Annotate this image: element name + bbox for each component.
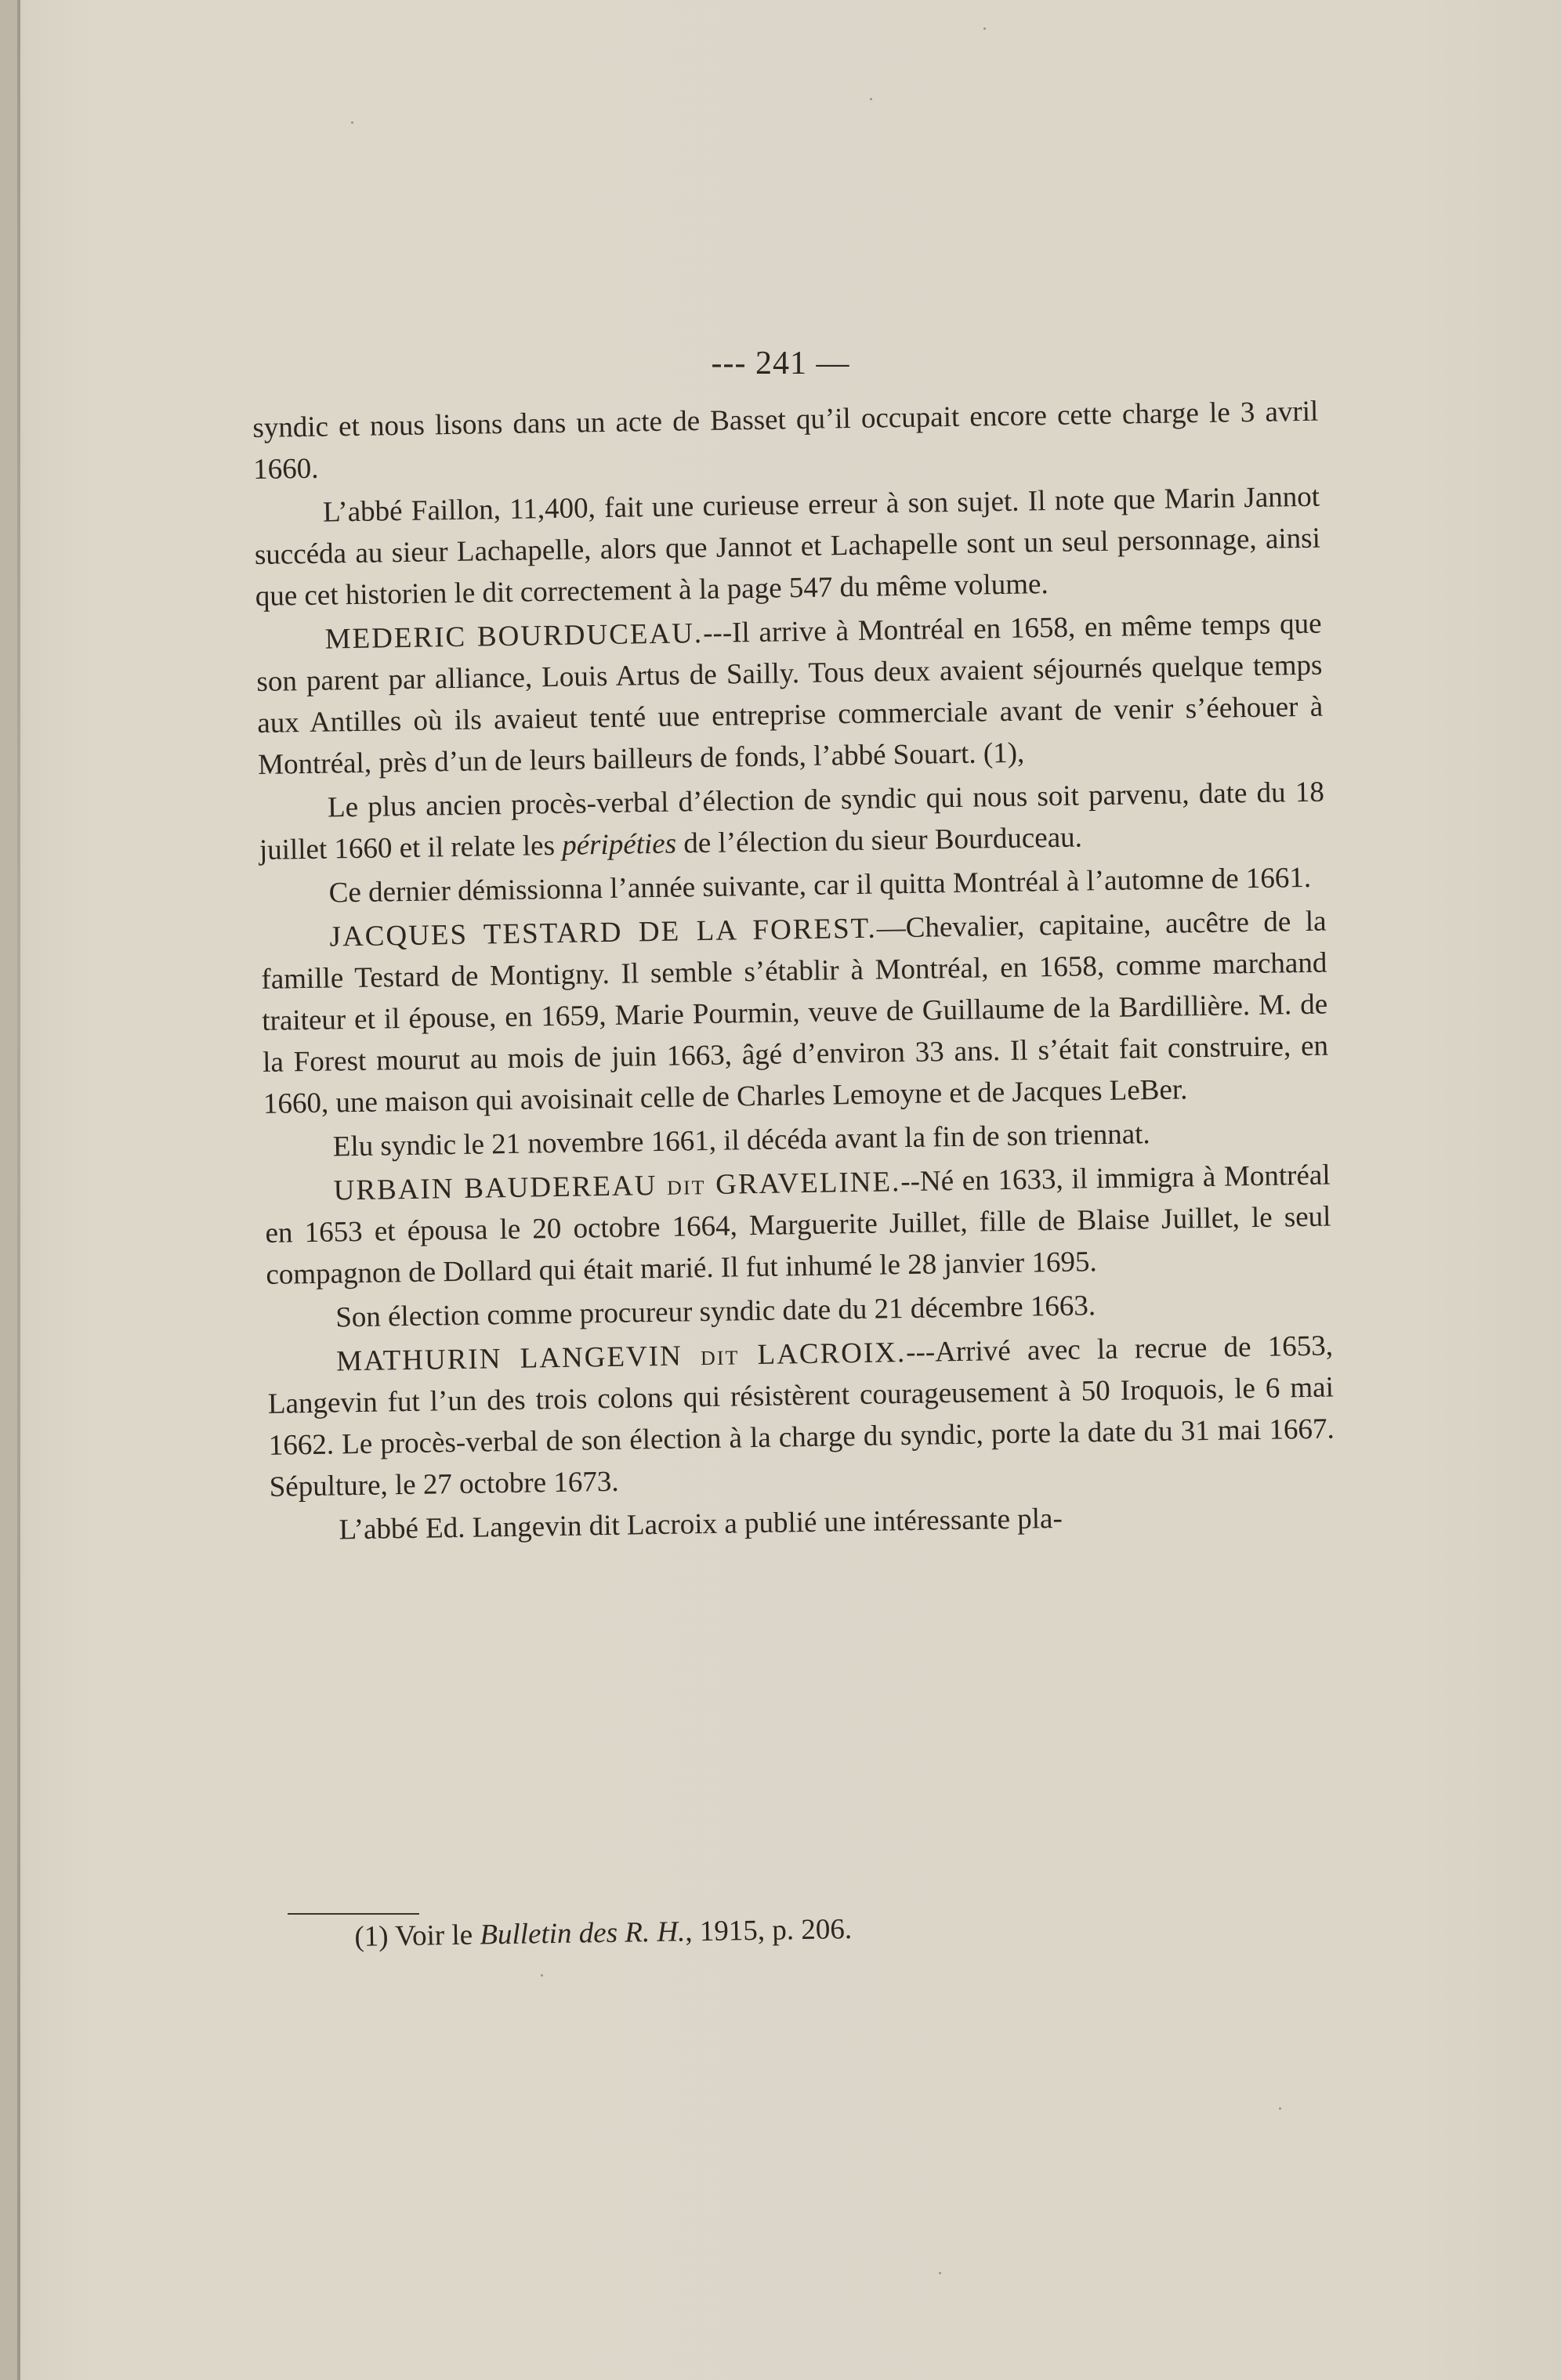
footnote-divider bbox=[288, 1913, 419, 1915]
paper-speck bbox=[983, 27, 986, 30]
paragraph: Ce dernier démissionna l’année suivante, car il quitta Montréal à l’automne de 1661. bbox=[328, 861, 1312, 910]
paragraph bbox=[264, 1155, 1331, 1296]
paragraph-text: de l’élection du sieur Bourduceau. bbox=[675, 821, 1083, 860]
paper-speck bbox=[541, 1974, 543, 1977]
paragraph bbox=[259, 772, 1325, 871]
emphasis-text: péripéties bbox=[561, 827, 677, 862]
paragraph: Elu syndic le 21 novembre 1661, il décéda avant la fin de son triennat. bbox=[332, 1118, 1150, 1163]
entry-heading: MEDERIC BOURDUCEAU. bbox=[324, 617, 704, 656]
footnote-text: Voir le bbox=[388, 1919, 480, 1953]
footnote-marker: (1) bbox=[354, 1920, 389, 1953]
entry-text: ---Il arrive à Montréal en 1658, en même temps que son parent par alliance, Louis Artus de Sailly. Tous deux avaient séjournés quelque temps aux Antilles où ils avaieut tenté uue entreprise commerciale avant de venir s’éehouer à Montréal, près d’un de leurs bailleurs de fonds, l’abbé Souart. (1), bbox=[256, 607, 1324, 781]
paragraph bbox=[267, 1325, 1335, 1507]
entry-heading: JACQUES TESTARD DE LA FOREST. bbox=[329, 912, 878, 953]
paragraph bbox=[260, 901, 1329, 1125]
paper-speck bbox=[939, 2272, 941, 2274]
paragraph: L’abbé Faillon, 11,400, fait une curieuse erreur à son sujet. Il note que Marin Jannot succéda au sieur Lachapelle, alors que Jannot et Lachapelle sont un seul personnage, ainsi que cet historien le dit correctement à la page 547 du même volume. bbox=[254, 480, 1321, 613]
footnote-text: , 1915, p. 206. bbox=[685, 1913, 853, 1948]
footnote-emphasis: Bulletin des R. H. bbox=[480, 1915, 686, 1951]
entry-text: —Chevalier, capitaine, aucêtre de la famille Testard de Montigny. Il semble s’établir à Montréal, en 1658, comme marchand traiteur et il épouse, en 1659, Marie Pourmin, veuve de Guillaume de la Bardillière. M. de la Forest mourut au mois de juin 1663, âgé d’environ 33 ans. Il s’était fait construire, en 1660, une maison qui avoisinait celle de Charles Lemoyne et de Jacques LeBer. bbox=[261, 905, 1329, 1120]
paper-speck bbox=[1279, 2107, 1281, 2110]
paper-speck bbox=[870, 98, 872, 100]
entry-text: ---Arrivé avec la recrue de 1653, Langevin fut l’un des trois colons qui résistèrent courageusement à 50 Iroquois, le 6 mai 1662. Le procès-verbal de son élection à la charge du syndic, porte la date du 31 mai 1667. Sépulture, le 27 octobre 1673. bbox=[267, 1329, 1335, 1503]
paragraph: L’abbé Ed. Langevin dit Lacroix a publié une intéressante pla- bbox=[339, 1502, 1063, 1546]
entry-heading: URBAIN BAUDEREAU dit GRAVELINE. bbox=[333, 1166, 901, 1207]
paragraph-text: Le plus ancien procès-verbal d’élection de syndic qui nous soit parvenu, date du 18 juillet 1660 et il relate les bbox=[259, 776, 1325, 866]
page-number: --- 241 — bbox=[711, 345, 850, 382]
footnote bbox=[354, 1910, 853, 1957]
body-text bbox=[252, 391, 1336, 1554]
entry-text: --Né en 1633, il immigra à Montréal en 1653 et épousa le 20 octobre 1664, Marguerite Juillet, fille de Blaise Juillet, le seul compagnon de Dollard qui était marié. Il fut inhumé le 28 janvier 1695. bbox=[265, 1159, 1331, 1291]
paragraph: syndic et nous lisons dans un acte de Basset qu’il occupait encore cette charge le 3 avril 1660. bbox=[252, 395, 1319, 486]
paper-speck bbox=[351, 121, 353, 124]
paragraph: Son élection comme procureur syndic date du 21 décembre 1663. bbox=[335, 1289, 1096, 1334]
entry-heading: MATHURIN LANGEVIN dit LACROIX. bbox=[335, 1336, 907, 1378]
paragraph bbox=[255, 603, 1324, 786]
